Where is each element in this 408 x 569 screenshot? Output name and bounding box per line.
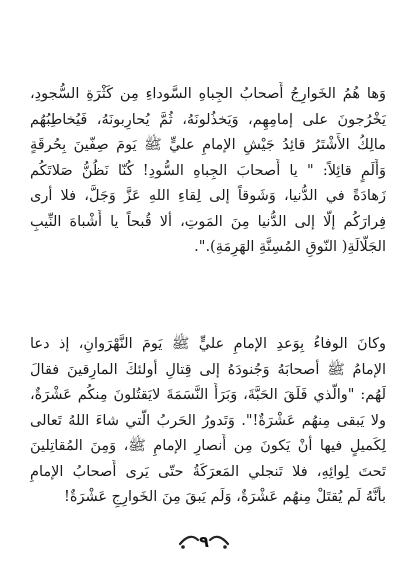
text-line: وَأَلَمٍ قائِلاً: " يا أَصحابَ الجِباهِ السُّودِ! كُنّا نَظُنُّ صَلاتَكُم xyxy=(30,162,386,179)
page-footer xyxy=(0,528,408,554)
text-line: زَهادَةً في الدُّنيا، وَشَوقاً إلى لِقاءِ اللهِ عَزَّ وَجَلَّ، فلا أرى xyxy=(30,188,386,204)
text-line: الإمامُ ﷺ أصحابَهُ وَجُنودَهُ إلى قِتالِ أولئكَ المارِقينَ فقالَ xyxy=(30,361,386,378)
text-line: فِرارَكُم إلّا إلى الدُّنيا مِنَ المَوتِ، ألا قُبحاً يا أَشْباهَ النِّيبِ xyxy=(30,213,386,230)
page-number xyxy=(176,528,232,554)
text-line: الجَلّالَةِ( النّوقِ المُسِنَّةِ الهَرِمَةِ).". xyxy=(194,239,386,255)
text-line: ولا يَبقى مِنهُم عَشْرَةٌ!". وَتَدورُ الحَربُ الّتي شاءَ اللهُ تَعالى xyxy=(30,412,386,429)
text-line: تَحتَ لِوائِهِ، فلا تَنجلي المَعرَكَةُ حتّى يَرى أَصحابُ الإمامِ xyxy=(30,463,386,480)
text-line: وَها هُمُ الخَوارِجُ أَصحابُ الجِباهِ السَّوداءِ مِن كَثْرَةِ السُّجودِ، xyxy=(30,86,386,102)
text-line: بأنَّهُ لَم يُقتَلْ مِنهُم عَشْرَةٌ، وَلَم يَبقَ مِنَ الخَوارِجِ عَشْرَةٌ! xyxy=(64,489,386,505)
text-line: يَخْرُجونَ على إمامِهِم، وَيَخذُلونَهُ، ثُمَّ يُحارِبونَهُ، فَيُخاطِبُهُم xyxy=(30,111,386,128)
text-line: وكانَ الوفاءُ بِوَعدِ الإمامِ عليٍّ ﷺ يَومَ النَّهْرَوانِ، إذ دعا xyxy=(30,336,386,352)
text-line: مالِكُ الأَشْتَرُ قائِدُ جَيْشِ الإمامِ عليٍّ ﷺ يَومَ صِفّينَ بِحُرقَةٍ xyxy=(30,137,386,153)
page-number-label: ٩ xyxy=(199,531,209,551)
text-line: لِكَميلٍ فيها أنْ يَكونَ مِن أَنصارِ الإمامِ ﷺ، وَمِنَ المُقاتِلينَ xyxy=(30,438,386,454)
text-line: لَهُم: "والَّذي فَلَقَ الحَبَّةَ، وَبَرَأَ النَّسَمَةَ لايَقتُلونَ مِنكُم عَشْرَةٌ، xyxy=(30,387,386,403)
paragraph-1 xyxy=(30,82,386,261)
paragraph-2 xyxy=(30,332,386,511)
